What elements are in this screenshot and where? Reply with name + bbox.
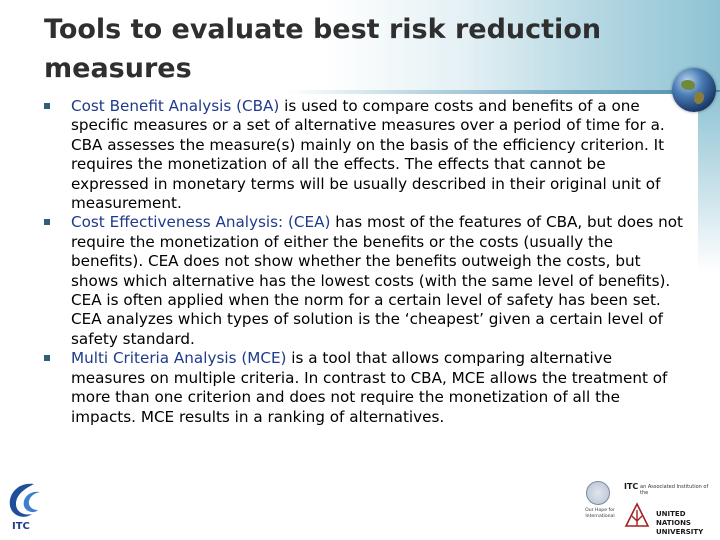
- bullet-text-cea: has most of the features of CBA, but does not require the monetization of either the benefits or the costs (usually the benefits). CEA does not show whether the benefits outweigh the costs, but shows which alternative has the lowest costs (with the same level of benefits). CEA is often applied when the norm for a certain level of safety has been set. CEA analyzes which types of solution is the ‘cheapest’ given a certain level of safety standard.: [71, 213, 683, 348]
- bullet-text-cba: is used to compare costs and benefits of a one specific measures or a set of alternative measures over a period of time for a. CBA assesses the measure(s) mainly on the basis of the efficiency criterion. It requires the monetization of all the effects. The effects that cannot be expressed in monetary terms will be usually described in their original unit of measurement.: [71, 97, 665, 213]
- unu-name-line2: UNIVERSITY: [656, 528, 704, 536]
- bullet-item-mce: [44, 349, 684, 427]
- term-cea: Cost Effectiveness Analysis: (CEA): [71, 213, 331, 232]
- term-cba: Cost Benefit Analysis (CBA): [71, 97, 280, 115]
- bullet-list: [44, 97, 684, 427]
- unu-tree-icon: [624, 502, 650, 528]
- un-emblem-icon: [586, 481, 610, 505]
- unu-name-line1: UNITED NATIONS: [656, 510, 691, 527]
- itc-subtitle: an Associated Institution of the: [640, 484, 709, 496]
- globe-land-shape: [681, 80, 695, 90]
- slide-title: Tools to evaluate best risk reduction measures: [44, 14, 602, 84]
- side-stripe: [698, 92, 720, 272]
- itc-small-logo: ITC: [624, 482, 639, 491]
- partner-logo-block: [580, 476, 716, 536]
- square-bullet-icon: [44, 219, 50, 225]
- itc-logo-label: ITC: [12, 521, 30, 532]
- header-rule: [0, 90, 720, 94]
- bullet-item-cba: [44, 97, 684, 213]
- square-bullet-icon: [44, 355, 50, 361]
- un-caption: Our Hope for International: [585, 508, 615, 519]
- bullet-text-mce: is a tool that allows comparing alternative measures on multiple criteria. In contrast to CBA, MCE allows the treatment of more than one criterion and does not require the monetization of all the impacts. MCE results in a ranking of alternatives.: [71, 349, 668, 426]
- unu-name: [656, 510, 716, 537]
- bullet-item-cea: [44, 213, 684, 349]
- square-bullet-icon: [44, 103, 50, 109]
- globe-land-shape: [694, 92, 704, 104]
- term-mce: Multi Criteria Analysis (MCE): [71, 349, 287, 368]
